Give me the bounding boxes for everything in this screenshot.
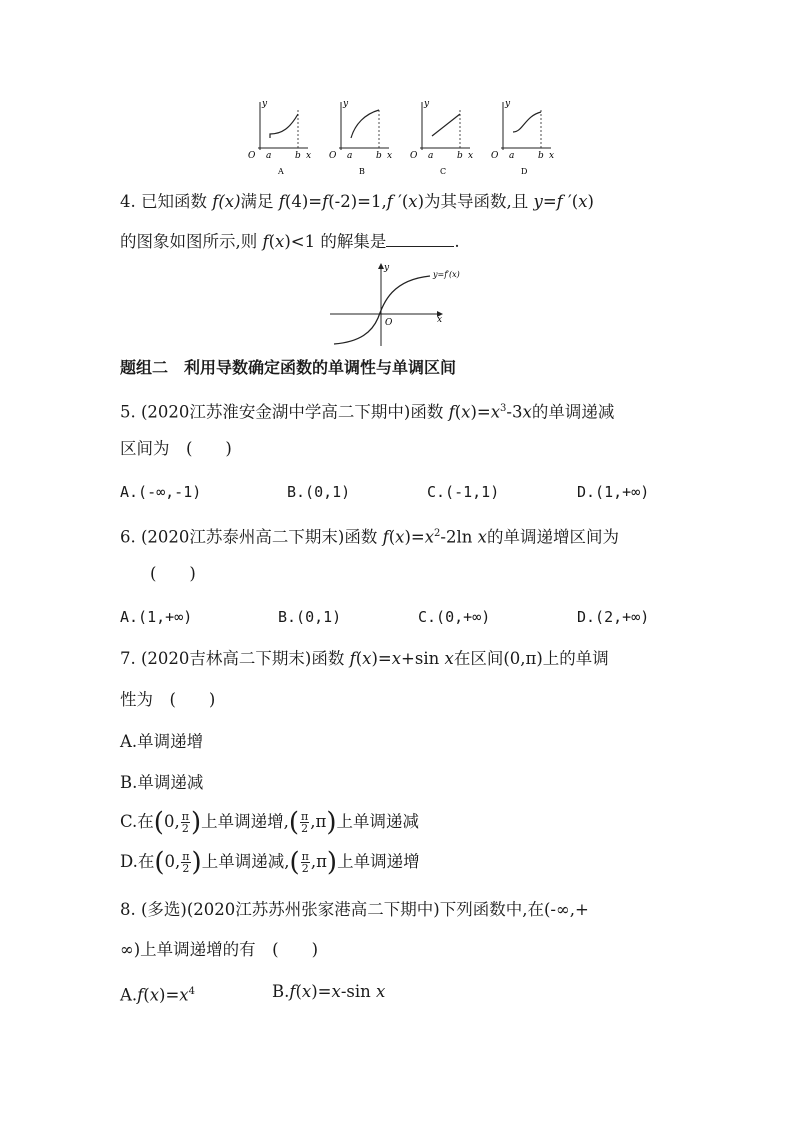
y-axis-label: y xyxy=(424,99,430,109)
q5-option-b[interactable]: B.(0,1) xyxy=(287,483,351,501)
graph-option-b xyxy=(329,99,392,176)
q7-line1: 7. (2020吉林高二下期末)函数 f(x)=x+sin x在区间(0,π)上的单调 xyxy=(120,649,609,668)
q8-option-a[interactable]: $A.f(x)=x^4$ xyxy=(120,985,195,1005)
b-label: b xyxy=(538,151,544,161)
graph-curve xyxy=(351,110,379,138)
x-axis-label: x xyxy=(306,151,312,161)
q4-x-axis-label: x xyxy=(437,315,443,325)
q7-option-a[interactable]: A.单调递增 xyxy=(120,732,204,751)
x-axis-label: x xyxy=(468,151,474,161)
origin-label: O xyxy=(491,151,499,161)
origin-label: O xyxy=(410,151,418,161)
q5-option-c[interactable]: C.(-1,1) xyxy=(427,483,500,501)
q7-line2: 性为 ( ) xyxy=(120,690,216,709)
q7-option-b[interactable]: B.单调递减 xyxy=(120,773,204,792)
origin-label: O xyxy=(248,151,256,161)
q6-line2: ( ) xyxy=(150,564,196,583)
q4-line1: 4. 已知函数 f(x)满足 f(4)=f(-2)=1,f ′(x)为其导函数,且 y=f ′(x) xyxy=(120,192,594,211)
a-label: a xyxy=(509,151,515,161)
a-label: a xyxy=(266,151,272,161)
q6-option-b[interactable]: B.(0,1) xyxy=(278,608,342,626)
q5-line1: 5. (2020江苏淮安金湖中学高二下期中)函数 $f(x)=x^3-3x$的单调递减 xyxy=(120,402,615,422)
y-axis-label: y xyxy=(343,99,349,109)
q6-option-a[interactable]: A.(1,+∞) xyxy=(120,608,193,626)
x-axis-label: x xyxy=(387,151,393,161)
x-axis-label: x xyxy=(549,151,555,161)
graph-caption: C xyxy=(440,167,447,176)
graph-curve xyxy=(270,114,298,138)
q6-option-c[interactable]: C.(0,+∞) xyxy=(418,608,491,626)
graph-curve xyxy=(432,114,460,136)
q4-curve-label: y=f′(x) xyxy=(433,270,460,279)
b-label: b xyxy=(457,151,463,161)
q6-option-d[interactable]: D.(2,+∞) xyxy=(577,608,650,626)
q4-line2: 的图象如图所示,则 f(x)<1 的解集是 . xyxy=(120,232,460,251)
origin-label: O xyxy=(329,151,337,161)
b-label: b xyxy=(376,151,382,161)
graph-option-d xyxy=(491,99,554,176)
q5-option-d[interactable]: D.(1,+∞) xyxy=(577,483,650,501)
graph-caption: D xyxy=(521,167,528,176)
q8-line2: ∞)上单调递增的有 ( ) xyxy=(120,940,319,959)
graph-caption: B xyxy=(359,167,365,176)
q4-derivative-graph xyxy=(0,258,794,358)
section-heading: 题组二 利用导数确定函数的单调性与单调区间 xyxy=(120,358,457,377)
b-label: b xyxy=(295,151,301,161)
a-label: a xyxy=(347,151,353,161)
a-label: a xyxy=(428,151,434,161)
graph-caption: A xyxy=(278,167,284,176)
q5-option-a[interactable]: A.(-∞,-1) xyxy=(120,483,202,501)
q7-option-c[interactable]: C.在(0, $\frac{\pi}{2}$ )上单调递增,( $\frac{\pi}{2}$ ,π)上单调递减 xyxy=(120,807,419,838)
q8-option-b[interactable]: B.f(x)=x-sin x xyxy=(272,982,386,1001)
answer-blank[interactable] xyxy=(386,230,454,247)
q6-line1: 6. (2020江苏泰州高二下期末)函数 $f(x)=x^2-2\ln$ x的单调递增区间为 xyxy=(120,527,619,547)
option-graphs xyxy=(0,0,794,185)
graph-option-c xyxy=(410,99,473,176)
y-axis-label: y xyxy=(262,99,268,109)
q8-line1: 8. (多选)(2020江苏苏州张家港高二下期中)下列函数中,在(-∞,+ xyxy=(120,900,589,919)
q7-option-d[interactable]: D.在(0, $\frac{\pi}{2}$ )上单调递减,( $\frac{\pi}{2}$ ,π)上单调递增 xyxy=(120,847,420,878)
y-axis-label: y xyxy=(505,99,511,109)
q4-origin-label: O xyxy=(385,318,393,328)
graph-curve xyxy=(513,112,541,132)
graph-option-a xyxy=(248,99,311,176)
q5-line2: 区间为 ( ) xyxy=(120,439,232,458)
q4-y-axis-label: y xyxy=(384,263,390,273)
